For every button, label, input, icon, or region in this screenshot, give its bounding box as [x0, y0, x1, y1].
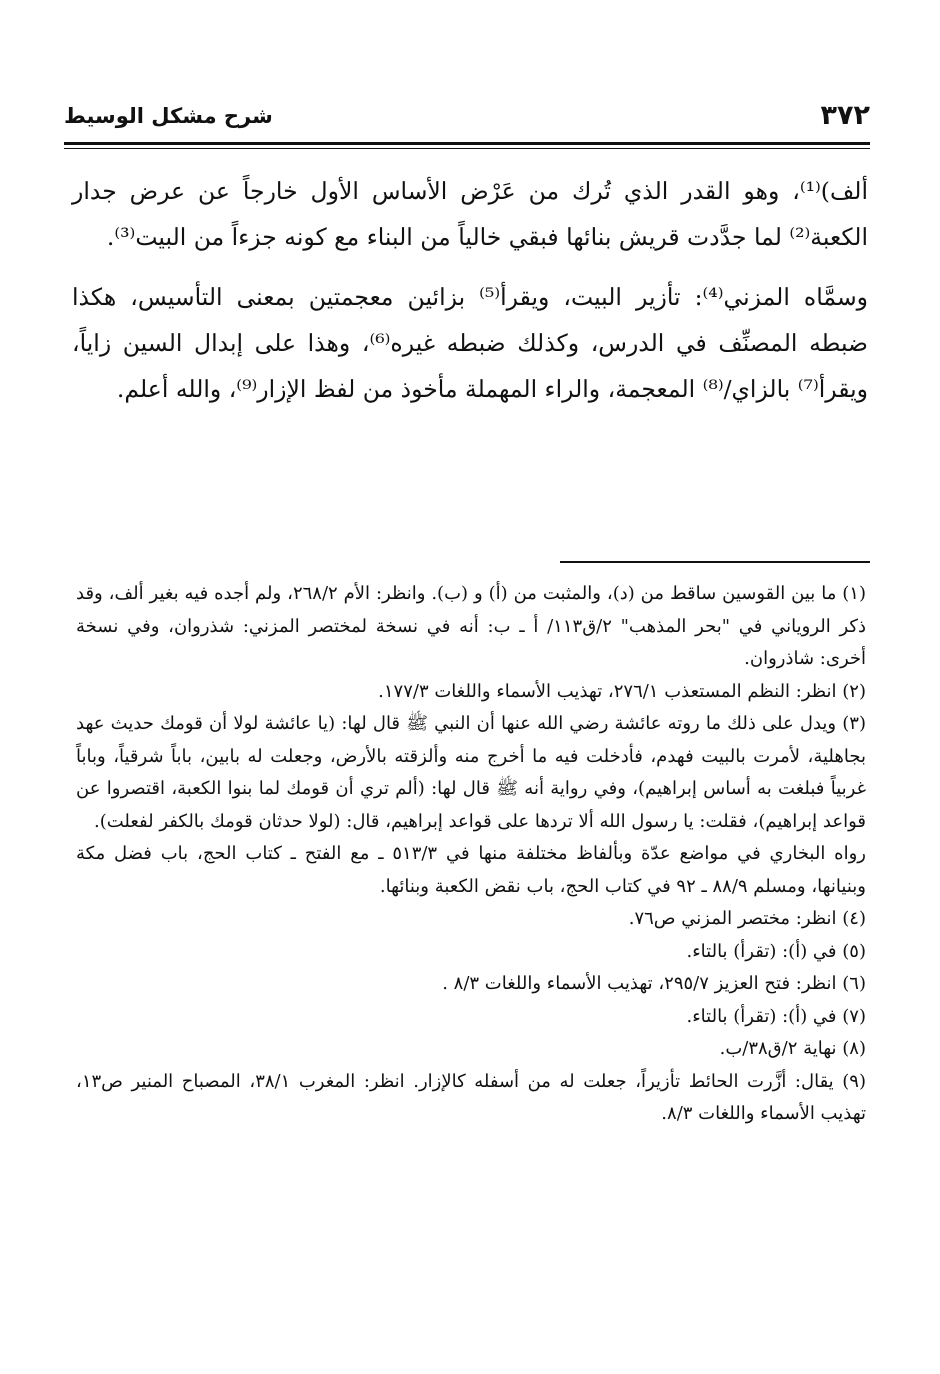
footnote-8: (٨) نهاية ٢/ق٣٨/ب. [719, 1038, 866, 1059]
main-text [72, 168, 868, 412]
footnote-3-text: (٣) ويدل على ذلك ما روته عائشة رضي الله عنها أن النبي ﷺ قال لها: (يا عائشة لولا أن قومك حديث عهد بجاهلية، لأمرت بالبيت فهدم، فأدخلت فيه ما أخرج منه وألزقته بالأرض، وجعلت له بابين، باباً شرقياً، وباباً غربياً فبلغت به أساس إبراهيم)، وفي رواية أنه ﷺ قال لها: (ألم تري أن قومك لما بنوا الكعبة، اقتصروا عن قواعد إبراهيم)، فقلت: يا رسول الله ألا تردها على قواعد إبراهيم، قال: (لولا حدثان قومك بالكفر لفعلت). [76, 713, 866, 832]
footnotes [76, 578, 866, 1131]
page-header [64, 100, 870, 140]
footnote-9: (٩) يقال: أزَّرت الحائط تأزيراً، جعلت له من أسفله كالإزار. انظر: المغرب ٣٨/١، المصباح المنير ص١٣، تهذيب الأسماء واللغات ٨/٣. [76, 1070, 866, 1124]
footnote-2: (٢) انظر: النظم المستعذب ٢٧٦/١، تهذيب الأسماء واللغات ١٧٧/٣. [378, 680, 866, 702]
running-title: شرح مشكل الوسيط [64, 104, 273, 128]
page-number: ٣٧٢ [820, 100, 870, 131]
footnote-6: (٦) انظر: فتح العزيز ٢٩٥/٧، تهذيب الأسماء واللغات ٨/٣ . [442, 973, 866, 994]
header-rule-thick [64, 142, 870, 145]
footnote-3 [76, 708, 866, 903]
header-rule-thin [64, 148, 870, 149]
footnote-1: (١) ما بين القوسين ساقط من (د)، والمثبت من (أ) و (ب). وانظر: الأم ٢٦٨/٢، ولم أجده فيه بغير ألف، وقد ذكر الروياني في "بحر المذهب" ٢/ق١١٣/ أ ـ ب: أنه في نسخة لمختصر المزني: شذروان، وفي نسخة أخرى: شاذروان. [76, 583, 867, 669]
footnote-separator [560, 561, 870, 563]
footnote-4: (٤) انظر: مختصر المزني ص٧٦. [628, 908, 866, 929]
paragraph-1: ألف)⁽¹⁾، وهو القدر الذي تُرك من عَرْض الأساس الأول خارجاً عن عرض جدار الكعبة⁽²⁾ لما جدَّدت قريش بنائها فبقي خالياً من البناء مع كونه جزءاً من البيت⁽³⁾. [72, 177, 868, 251]
footnote-3-continuation: رواه البخاري في مواضع عدّة وبألفاظ مختلفة منها في ٥١٣/٣ ـ مع الفتح ـ كتاب الحج، باب فضل مكة وبنيانها، ومسلم ٨٨/٩ ـ ٩٢ في كتاب الحج، باب نقض الكعبة وبنائها. [76, 843, 866, 897]
footnote-7: (٧) في (أ): (تقرأ) بالتاء. [686, 1005, 866, 1027]
paragraph-2: وسمَّاه المزني⁽⁴⁾: تأزير البيت، ويقرأ⁽⁵⁾ بزائين معجمتين بمعنى التأسيس، هكذا ضبطه المصنِّف في الدرس، وكذلك ضبطه غيره⁽⁶⁾، وهذا على إبدال السين زاياً، ويقرأ⁽⁷⁾ بالزاي/⁽⁸⁾ المعجمة، والراء المهملة مأخوذ من لفظ الإزار⁽⁹⁾، والله أعلم. [72, 283, 868, 403]
footnote-5: (٥) في (أ): (تقرأ) بالتاء. [686, 940, 866, 962]
